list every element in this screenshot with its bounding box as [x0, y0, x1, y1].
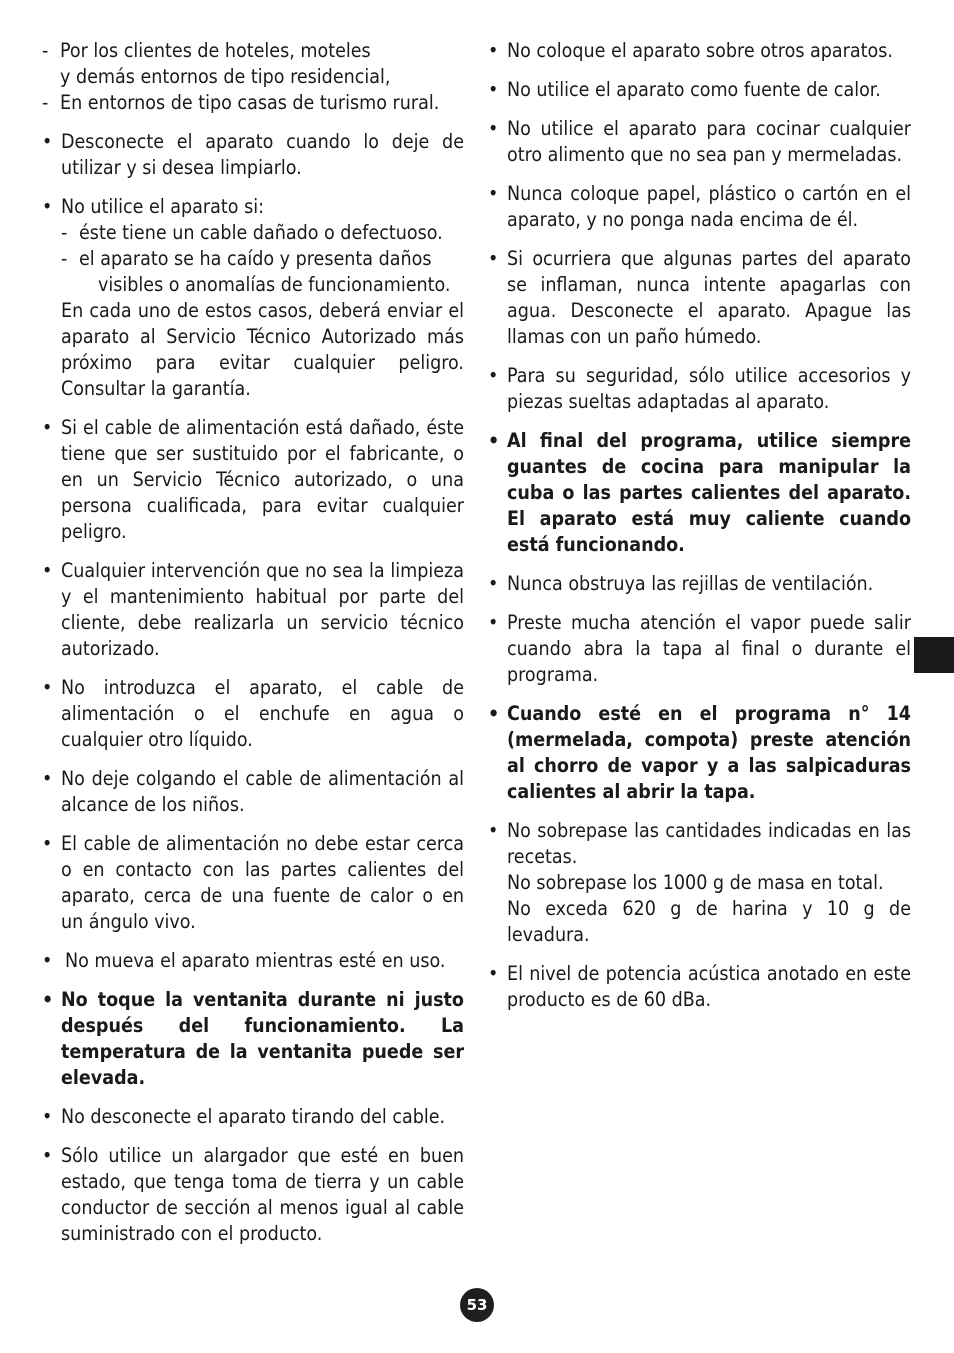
bullet-item-warning — [488, 428, 911, 558]
dash-text: Por los clientes de hoteles, moteles — [60, 39, 371, 62]
bullet-mark: • — [42, 1144, 53, 1167]
dash-text: visibles o anomalías de funcionamiento. — [98, 273, 451, 296]
bullet-item — [488, 610, 911, 688]
bullet-mark: • — [42, 676, 53, 699]
page-number: 53 — [460, 1288, 494, 1322]
bullet-mark: • — [488, 117, 499, 140]
bullet-mark: • — [488, 702, 500, 725]
bullet-text: Nunca obstruya las rejillas de ventilación. — [507, 572, 874, 595]
bullet-text: Al final del programa, utilice siempre guantes de cocina para manipular la cuba o las partes calientes del aparato. El aparato está muy caliente cuando está funcionando. — [507, 429, 911, 556]
bullet-text: Cuando esté en el programa n° 14 (mermelada, compota) preste atención al chorro de vapor y a las salpicaduras calientes al abrir la tapa. — [507, 702, 911, 803]
bullet-mark: • — [488, 611, 499, 634]
bullet-text: No introduzca el aparato, el cable de alimentación o el enchufe en agua o cualquier otro líquido. — [61, 676, 464, 751]
bullet-mark: • — [488, 819, 499, 842]
bullet-item — [42, 415, 464, 545]
bullet-item — [42, 1143, 464, 1247]
bullet-item — [488, 571, 911, 597]
bullet-text: El cable de alimentación no debe estar cerca o en contacto con las partes calientes del aparato, cerca de una fuente de calor o en un ángulo vivo. — [61, 832, 464, 933]
bullet-item — [488, 246, 911, 350]
bullet-text: Sólo utilice un alargador que esté en buen estado, que tenga toma de tierra y un cable conductor de sección al menos igual al cable suministrado con el producto. — [61, 1144, 464, 1245]
bullet-mark: • — [488, 429, 500, 452]
bullet-mark: • — [488, 247, 499, 270]
left-column — [42, 38, 464, 1260]
bullet-text: No sobrepase los 1000 g de masa en total. — [507, 871, 884, 894]
bullet-mark: • — [488, 78, 499, 101]
section-tab-marker — [914, 637, 954, 673]
dash-item-hotels — [42, 38, 464, 90]
bullet-item-warning — [42, 987, 464, 1091]
bullet-text: No utilice el aparato si: — [61, 195, 264, 218]
bullet-item — [488, 38, 911, 64]
dash-item — [61, 246, 464, 298]
bullet-item — [488, 116, 911, 168]
bullet-text: Si ocurriera que algunas partes del aparato se inflaman, nunca intente apagarlas con agua. Desconecte el aparato. Apague las llamas con un paño húmedo. — [507, 247, 911, 348]
bullet-item — [488, 818, 911, 948]
bullet-text: No sobrepase las cantidades indicadas en las recetas. — [507, 819, 911, 868]
bullet-item — [42, 948, 464, 974]
bullet-mark: • — [488, 572, 499, 595]
dash-mark: - — [42, 91, 49, 114]
bullet-item — [488, 961, 911, 1013]
bullet-item — [42, 1104, 464, 1130]
bullet-mark: • — [488, 182, 499, 205]
bullet-text: No coloque el aparato sobre otros aparatos. — [507, 39, 893, 62]
bullet-mark: • — [488, 962, 499, 985]
bullet-item — [42, 675, 464, 753]
bullet-text: No mueva el aparato mientras esté en uso. — [65, 949, 446, 972]
bullet-text: Preste mucha atención el vapor puede salir cuando abra la tapa al final o durante el programa. — [507, 611, 911, 686]
bullet-item — [42, 129, 464, 181]
bullet-mark: • — [42, 559, 53, 582]
bullet-text: No utilice el aparato como fuente de calor. — [507, 78, 881, 101]
bullet-item — [488, 77, 911, 103]
bullet-text: Para su seguridad, sólo utilice accesorios y piezas sueltas adaptadas al aparato. — [507, 364, 911, 413]
bullet-mark: • — [488, 364, 499, 387]
bullet-item — [42, 558, 464, 662]
bullet-text: No exceda 620 g de harina y 10 g de levadura. — [507, 897, 911, 946]
dash-text: éste tiene un cable dañado o defectuoso. — [79, 221, 443, 244]
bullet-text: Cualquier intervención que no sea la limpieza y el mantenimiento habitual por parte del cliente, debe realizarla un servicio técnico autorizado. — [61, 559, 464, 660]
dash-mark: - — [61, 247, 68, 270]
bullet-mark: • — [42, 949, 53, 972]
bullet-item-warning — [488, 701, 911, 805]
bullet-paragraph: En cada uno de estos casos, deberá enviar el aparato al Servicio Técnico Autorizado más próximo para evitar cualquier peligro. Consultar la garantía. — [61, 299, 464, 400]
bullet-item — [488, 181, 911, 233]
bullet-item — [42, 766, 464, 818]
bullet-text: El nivel de potencia acústica anotado en este producto es de 60 dBa. — [507, 962, 911, 1011]
bullet-item — [42, 194, 464, 402]
bullet-mark: • — [42, 416, 53, 439]
bullet-item — [42, 831, 464, 935]
bullet-item — [488, 363, 911, 415]
bullet-mark: • — [42, 767, 53, 790]
bullet-text: No deje colgando el cable de alimentación al alcance de los niños. — [61, 767, 464, 816]
bullet-mark: • — [488, 39, 499, 62]
bullet-mark: • — [42, 130, 53, 153]
bullet-text: No utilice el aparato para cocinar cualquier otro alimento que no sea pan y mermeladas. — [507, 117, 911, 166]
dash-item-rural — [42, 90, 464, 116]
dash-text: el aparato se ha caído y presenta daños — [79, 247, 432, 270]
bullet-text: No desconecte el aparato tirando del cable. — [61, 1105, 446, 1128]
bullet-text: Desconecte el aparato cuando lo deje de utilizar y si desea limpiarlo. — [61, 130, 464, 179]
bullet-text: Si el cable de alimentación está dañado, éste tiene que ser sustituido por el fabricante, o en un Servicio Técnico autorizado, o una persona cualificada, para evitar cualquier peligro. — [61, 416, 464, 543]
bullet-mark: • — [42, 195, 53, 218]
dash-text: y demás entornos de tipo residencial, — [60, 65, 391, 88]
dash-text: En entornos de tipo casas de turismo rural. — [60, 91, 440, 114]
dash-item — [61, 220, 464, 246]
bullet-text: Nunca coloque papel, plástico o cartón en el aparato, y no ponga nada encima de él. — [507, 182, 911, 231]
dash-mark: - — [42, 39, 49, 62]
bullet-mark: • — [42, 988, 54, 1011]
bullet-text: No toque la ventanita durante ni justo después del funcionamiento. La temperatura de la ventanita puede ser elevada. — [61, 988, 464, 1089]
right-column — [488, 38, 911, 1026]
bullet-mark: • — [42, 832, 53, 855]
bullet-mark: • — [42, 1105, 53, 1128]
dash-mark: - — [61, 221, 68, 244]
